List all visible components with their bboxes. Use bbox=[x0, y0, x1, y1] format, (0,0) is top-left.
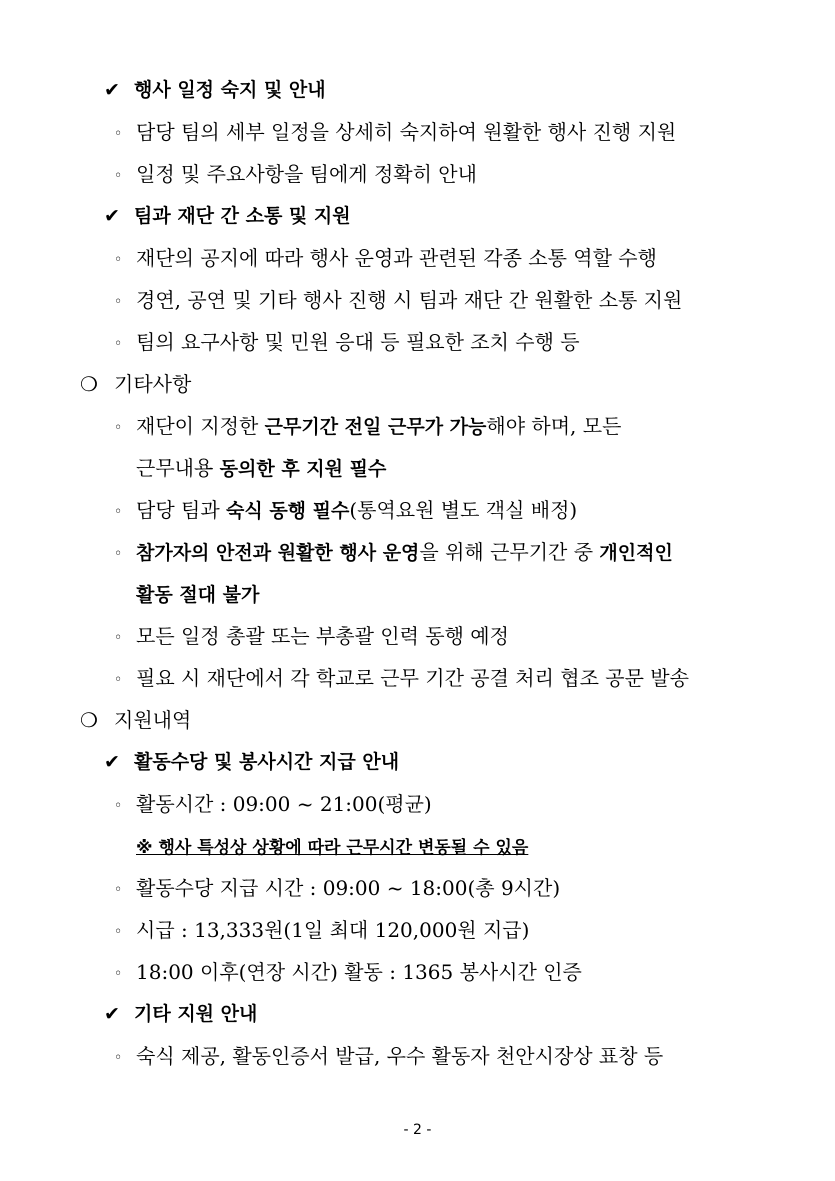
notice-text: ※ 행사 특성상 상황에 따라 근무시간 변동될 수 있음 bbox=[136, 838, 529, 858]
list-item: ◦ 참가자의 안전과 원활한 행사 운영을 위해 근무기간 중 개인적인 bbox=[114, 538, 673, 566]
bullet-icon: ◦ bbox=[114, 252, 123, 268]
emphasis-text: 숙식 동행 필수 bbox=[226, 500, 350, 522]
emphasis-text: 참가자의 안전과 원활한 행사 운영 bbox=[136, 542, 420, 564]
bullet-icon: ◦ bbox=[114, 168, 123, 184]
section-heading-text: 기타사항 bbox=[114, 372, 192, 396]
circle-icon: ❍ bbox=[80, 372, 98, 396]
subheading-text: 팀과 재단 간 소통 및 지원 bbox=[134, 205, 351, 227]
bullet-icon: ◦ bbox=[114, 630, 123, 646]
subheading-text: 활동수당 및 봉사시간 지급 안내 bbox=[134, 751, 400, 773]
bullet-icon: ◦ bbox=[114, 924, 123, 940]
check-icon: ✔ bbox=[104, 1003, 120, 1025]
list-item: ◦ 필요 시 재단에서 각 학교로 근무 기간 공결 처리 협조 공문 발송 bbox=[114, 664, 689, 692]
section-heading-text: 지원내역 bbox=[114, 708, 192, 732]
list-item: ◦ 18:00 이후(연장 시간) 활동 : 1365 봉사시간 인증 bbox=[114, 958, 582, 986]
check-icon: ✔ bbox=[104, 205, 120, 227]
list-item: ◦ 경연, 공연 및 기타 행사 진행 시 팀과 재단 간 원활한 소통 지원 bbox=[114, 286, 682, 314]
subheading-other-support bbox=[104, 1000, 257, 1028]
list-item: ◦ 담당 팀의 세부 일정을 상세히 숙지하여 원활한 행사 진행 지원 bbox=[114, 118, 676, 146]
emphasis-text: 동의한 후 지원 필수 bbox=[219, 458, 387, 480]
bullet-icon: ◦ bbox=[114, 336, 123, 352]
emphasis-text: 활동 절대 불가 bbox=[136, 584, 260, 606]
list-item: ◦ 재단의 공지에 따라 행사 운영과 관련된 각종 소통 역할 수행 bbox=[114, 244, 657, 272]
bullet-icon: ◦ bbox=[114, 504, 123, 520]
check-icon: ✔ bbox=[104, 751, 120, 773]
subheading-schedule bbox=[104, 76, 326, 104]
list-item: ◦ 재단이 지정한 근무기간 전일 근무가 가능해야 하며, 모든 bbox=[114, 412, 621, 440]
check-icon: ✔ bbox=[104, 79, 120, 101]
list-item: ◦ 담당 팀과 숙식 동행 필수(통역요원 별도 객실 배정) bbox=[114, 496, 577, 524]
list-item: ◦ 시급 : 13,333원(1일 최대 120,000원 지급) bbox=[114, 916, 529, 944]
emphasis-text: 개인적인 bbox=[599, 542, 673, 564]
bullet-icon: ◦ bbox=[114, 294, 123, 310]
emphasis-text: 근무기간 전일 근무가 가능 bbox=[264, 416, 487, 438]
bullet-icon: ◦ bbox=[114, 546, 123, 562]
bullet-icon: ◦ bbox=[114, 1050, 123, 1066]
circle-icon: ❍ bbox=[80, 708, 98, 732]
list-item-continuation: 근무내용 동의한 후 지원 필수 bbox=[136, 456, 387, 480]
list-item: ◦ 모든 일정 총괄 또는 부총괄 인력 동행 예정 bbox=[114, 622, 509, 650]
bullet-icon: ◦ bbox=[114, 672, 123, 688]
list-item-continuation bbox=[136, 580, 259, 608]
bullet-icon: ◦ bbox=[114, 798, 123, 814]
section-heading-support bbox=[80, 706, 191, 734]
list-item: ◦ 일정 및 주요사항을 팀에게 정확히 안내 bbox=[114, 160, 477, 188]
subheading-text: 행사 일정 숙지 및 안내 bbox=[134, 79, 326, 101]
list-item: ◦ 활동시간 : 09:00 ~ 21:00(평균) bbox=[114, 790, 432, 818]
bullet-icon: ◦ bbox=[114, 966, 123, 982]
bullet-icon: ◦ bbox=[114, 882, 123, 898]
bullet-icon: ◦ bbox=[114, 126, 123, 142]
subheading-allowance bbox=[104, 748, 399, 776]
list-item: ◦ 활동수당 지급 시간 : 09:00 ~ 18:00(총 9시간) bbox=[114, 874, 560, 902]
bullet-icon: ◦ bbox=[114, 420, 123, 436]
list-item: ◦ 팀의 요구사항 및 민원 응대 등 필요한 조치 수행 등 bbox=[114, 328, 580, 356]
section-heading-etc bbox=[80, 370, 191, 398]
page-number: - 2 - bbox=[403, 1122, 432, 1138]
subheading-communication bbox=[104, 202, 351, 230]
subheading-text: 기타 지원 안내 bbox=[134, 1003, 258, 1025]
list-item: ◦ 숙식 제공, 활동인증서 발급, 우수 활동자 천안시장상 표창 등 bbox=[114, 1042, 663, 1070]
